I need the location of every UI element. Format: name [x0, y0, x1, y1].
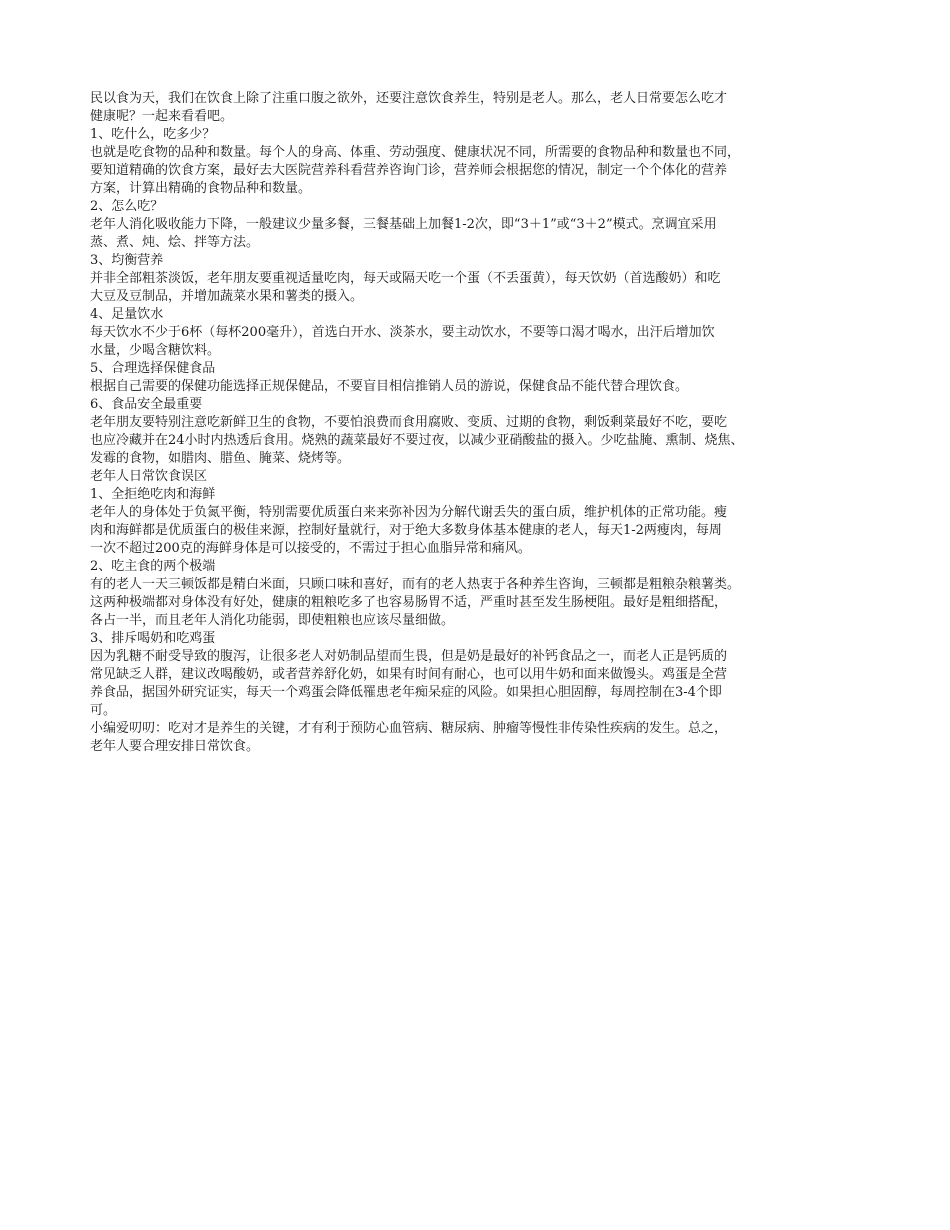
paragraph-line: 大豆及豆制品，并增加蔬菜水果和薯类的摄入。 — [90, 289, 364, 304]
paragraph-line: 每天饮水不少于6杯（每杯200毫升），首选白开水、淡茶水，要主动饮水，不要等口渴才喝水，出汗后增加饮 — [90, 325, 715, 340]
intro-line: 民以食为天，我们在饮食上除了注重口腹之欲外，还要注意饮食养生，特别是老人。那么，老人日常要怎么吃才 — [90, 91, 728, 106]
paragraph-line: 蒸、煮、炖、烩、拌等方法。 — [90, 235, 260, 250]
section-heading: 6、食品安全最重要 — [90, 397, 203, 412]
section-heading: 5、合理选择保健食品 — [90, 361, 216, 376]
paragraph-line: 要知道精确的饮食方案，最好去大医院营养科看营养咨询门诊，营养师会根据您的情况，制定一个个体化的营养 — [90, 163, 728, 178]
intro-line: 健康呢？一起来看看吧。 — [90, 109, 234, 124]
part-heading: 老年人日常饮食误区 — [90, 469, 208, 484]
paragraph-line: 养食品，据国外研究证实，每天一个鸡蛋会降低罹患老年痴呆症的风险。如果担心胆固醇，每周控制在3-4个即 — [90, 685, 722, 700]
section-heading: 1、吃什么，吃多少？ — [90, 127, 216, 142]
paragraph-line: 老年人消化吸收能力下降，一般建议少量多餐，三餐基础上加餐1-2次，即“3＋1”或“3＋2”模式。烹调宜采用 — [90, 217, 717, 232]
paragraph-line: 方案，计算出精确的食物品种和数量。 — [90, 181, 312, 196]
section-heading: 3、排斥喝奶和吃鸡蛋 — [90, 631, 216, 646]
paragraph-line: 有的老人一天三顿饭都是精白米面，只顾口味和喜好，而有的老人热衷于各种养生咨询，三顿都是粗粮杂粮薯类。 — [90, 577, 741, 592]
paragraph-line: 也就是吃食物的品种和数量。每个人的身高、体重、劳动强度、健康状况不同，所需要的食物品种和数量也不同， — [90, 145, 741, 160]
closing-line: 老年人要合理安排日常饮食。 — [90, 739, 260, 754]
paragraph-line: 因为乳糖不耐受导致的腹泻，让很多老人对奶制品望而生畏，但是奶是最好的补钙食品之一，而老人正是钙质的 — [90, 649, 728, 664]
closing-line: 小编爱叨叨：吃对才是养生的关键，才有利于预防心血管病、糖尿病、肿瘤等慢性非传染性疾病的发生。总之， — [90, 721, 728, 736]
article-body — [90, 90, 865, 756]
paragraph-line: 可。 — [90, 703, 117, 718]
paragraph-line: 发霉的食物，如腊肉、腊鱼、腌菜、烧烤等。 — [90, 451, 351, 466]
section-heading: 3、均衡营养 — [90, 253, 164, 268]
paragraph-line: 老年朋友要特别注意吃新鲜卫生的食物，不要怕浪费而食用腐败、变质、过期的食物，剩饭剩菜最好不吃，要吃 — [90, 415, 728, 430]
section-heading: 1、全拒绝吃肉和海鲜 — [90, 487, 216, 502]
paragraph-line: 老年人的身体处于负氮平衡，特别需要优质蛋白来来弥补因为分解代谢丢失的蛋白质，维护机体的正常功能。瘦 — [90, 505, 728, 520]
section-heading: 4、足量饮水 — [90, 307, 164, 322]
paragraph-line: 这两种极端都对身体没有好处，健康的粗粮吃多了也容易肠胃不适，严重时甚至发生肠梗阻。最好是粗细搭配， — [90, 595, 728, 610]
section-heading: 2、吃主食的两个极端 — [90, 559, 216, 574]
paragraph-line: 常见缺乏人群，建议改喝酸奶，或者营养舒化奶，如果有时间有耐心，也可以用牛奶和面来做馒头。鸡蛋是全营 — [90, 667, 728, 682]
paragraph-line: 根据自己需要的保健功能选择正规保健品，不要盲目相信推销人员的游说，保健食品不能代替合理饮食。 — [90, 379, 689, 394]
paragraph-line: 各占一半，而且老年人消化功能弱，即使粗粮也应该尽量细做。 — [90, 613, 455, 628]
paragraph-line: 肉和海鲜都是优质蛋白的极佳来源，控制好量就行，对于绝大多数身体基本健康的老人，每天1-2两瘦肉，每周 — [90, 523, 722, 538]
section-heading: 2、怎么吃？ — [90, 199, 164, 214]
paragraph-line: 并非全部粗茶淡饭，老年朋友要重视适量吃肉，每天或隔天吃一个蛋（不丢蛋黄），每天饮奶（首选酸奶）和吃 — [90, 271, 721, 286]
paragraph-line: 一次不超过200克的海鲜身体是可以接受的，不需过于担心血脂异常和痛风。 — [90, 541, 531, 556]
paragraph-line: 也应冷藏并在24小时内热透后食用。烧熟的蔬菜最好不要过夜，以减少亚硝酸盐的摄入。少吃盐腌、熏制、烧焦、 — [90, 433, 744, 448]
paragraph-line: 水量，少喝含糖饮料。 — [90, 343, 221, 358]
